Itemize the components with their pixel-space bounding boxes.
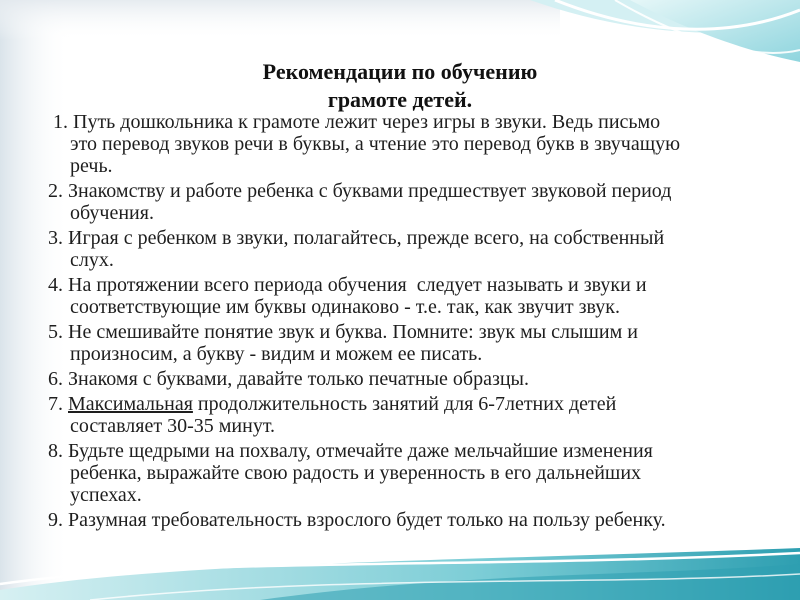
list-item-3: 3. Играя с ребенком в звуки, полагайтесь, прежде всего, на собственный слух. <box>48 227 665 271</box>
list-item-4: 4. На протяжении всего периода обучения следует называть и звуки и соответствующие им буквы одинаково - т.е. так, как звучит звук. <box>48 274 647 318</box>
slide-title <box>0 58 800 114</box>
item-7-underlined-word: Максимальная <box>68 393 193 415</box>
list-item-6: 6. Знакомя с буквами, давайте только печатные образцы. <box>48 368 529 390</box>
item-7-number: 7. <box>48 393 68 415</box>
title-line-1: Рекомендации по обучению <box>262 59 538 84</box>
top-edge-shade <box>0 0 560 40</box>
list-item-5: 5. Не смешивайте понятие звук и буква. Помните: звук мы слышим и произносим, а букву - видим и можем ее писать. <box>48 321 638 365</box>
list-item-1: 1. Путь дошкольника к грамоте лежит через игры в звуки. Ведь письмо это перевод звуков речи в буквы, а чтение это перевод букв в звучащую речь. <box>53 111 681 177</box>
list-item-7 <box>48 393 778 437</box>
list-item-8: 8. Будьте щедрыми на похвалу, отмечайте даже мельчайшие изменения ребенка, выражайте свою радость и уверенность в его дальнейших успехах. <box>48 440 653 506</box>
item-7-text: продолжительность занятий для 6-7летних детей составляет 30-35 минут. <box>70 393 617 437</box>
title-line-2: грамоте детей. <box>327 87 473 112</box>
list-item-9: 9. Разумная требовательность взрослого будет только на пользу ребенку. <box>48 509 666 531</box>
recommendations-list <box>48 111 778 534</box>
list-item-2: 2. Знакомству и работе ребенка с буквами предшествует звуковой период обучения. <box>48 180 672 224</box>
